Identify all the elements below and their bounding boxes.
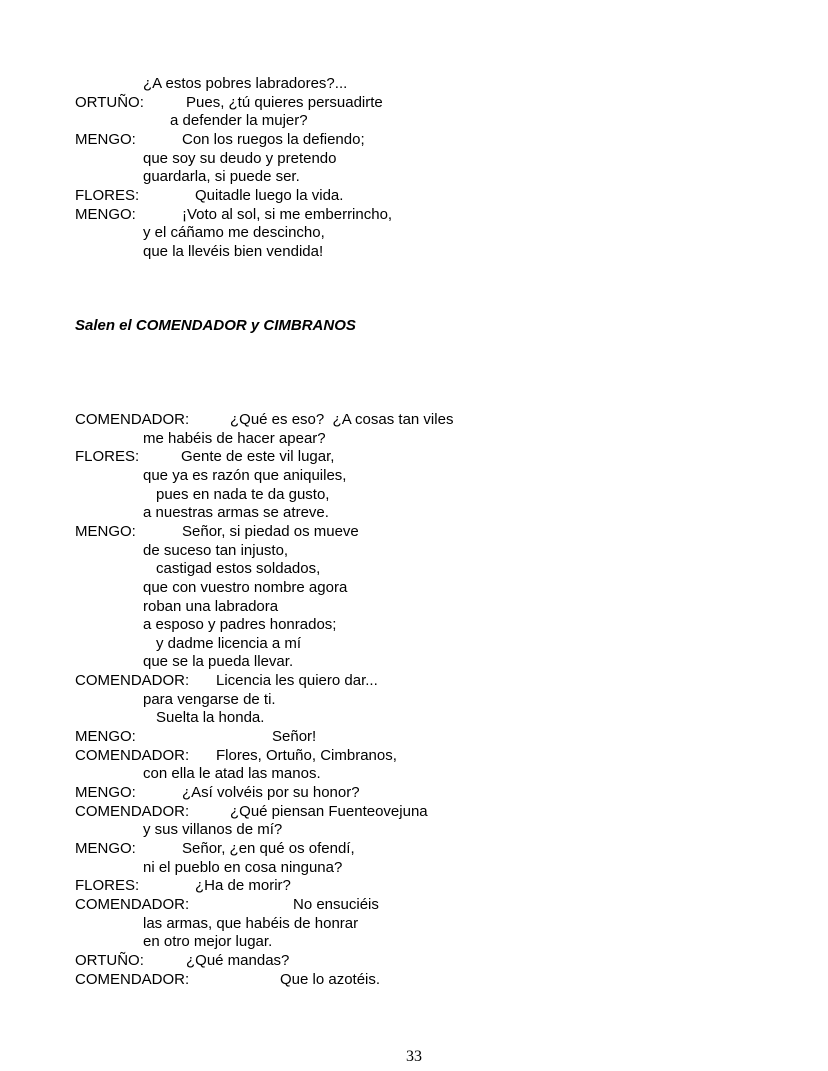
verse-text: Quitadle luego la vida. — [195, 186, 344, 204]
verse-text: ¡Voto al sol, si me emberrincho, — [182, 205, 393, 223]
verse-text: que con vuestro nombre agora — [143, 578, 348, 596]
verse-text: y dadme licencia a mí — [156, 634, 302, 652]
verse-text: pues en nada te da gusto, — [156, 485, 330, 503]
speaker-name: MENGO: — [75, 839, 136, 857]
verse-text: ¿Qué es eso? ¿A cosas tan viles — [230, 411, 454, 428]
verse-text: ¿Así volvéis por su honor? — [182, 784, 360, 801]
verse-text: Con los ruegos la defiendo; — [182, 130, 365, 148]
speaker-name: MENGO: — [75, 728, 136, 746]
verse-text: castigad estos soldados, — [156, 560, 321, 578]
verse-text: Pues, ¿tú quieres persuadirte — [186, 93, 383, 111]
speaker-name: ORTUÑO: — [75, 951, 144, 969]
verse-text: Que lo azotéis. — [280, 970, 381, 988]
verse-text: ¿Qué piensan Fuenteovejuna — [230, 802, 428, 820]
speaker-name: COMENDADOR: — [75, 970, 190, 988]
speaker-name: MENGO: — [75, 784, 136, 801]
speaker-name: MENGO: — [75, 205, 136, 223]
verse-text: que la llevéis bien vendida! — [143, 242, 324, 260]
verse-text: a esposo y padres honrados; — [143, 616, 337, 634]
speaker-name: COMENDADOR: — [75, 411, 190, 428]
speaker-name: MENGO: — [75, 130, 136, 148]
verse-text: a nuestras armas se atreve. — [143, 504, 329, 522]
page-number: 33 — [406, 1048, 422, 1065]
verse-text: de suceso tan injusto, — [143, 541, 289, 559]
verse-text: No ensuciéis — [293, 895, 379, 913]
verse-text: Señor, ¿en qué os ofendí, — [182, 839, 355, 857]
verse-text: Licencia les quiero dar... — [216, 672, 378, 690]
verse-text: con ella le atad las manos. — [143, 765, 321, 783]
speaker-name: COMENDADOR: — [75, 895, 190, 913]
speaker-name: ORTUÑO: — [75, 93, 144, 111]
verse-text: Señor, si piedad os mueve — [182, 522, 359, 540]
verse-text: que ya es razón que aniquiles, — [143, 466, 347, 484]
verse-text: ¿Qué mandas? — [186, 951, 290, 969]
verse-text: roban una labradora — [143, 597, 279, 615]
verse-text: que soy su deudo y pretendo — [143, 149, 337, 167]
verse-text: ¿Ha de morir? — [195, 877, 291, 895]
verse-text: Señor! — [272, 728, 317, 746]
verse-text: que se la pueda llevar. — [143, 653, 294, 671]
verse-text: ¿A estos pobres labradores?... — [143, 75, 348, 92]
verse-text: las armas, que habéis de honrar — [143, 914, 359, 932]
verse-text: para vengarse de ti. — [143, 690, 276, 708]
speaker-name: FLORES: — [75, 186, 140, 204]
verse-text: y sus villanos de mí? — [143, 821, 283, 839]
speaker-name: COMENDADOR: — [75, 672, 190, 690]
speaker-name: FLORES: — [75, 877, 140, 895]
verse-text: guardarla, si puede ser. — [143, 168, 300, 186]
speaker-name: COMENDADOR: — [75, 746, 190, 764]
verse-text: Gente de este vil lugar, — [181, 448, 335, 466]
verse-text: Flores, Ortuño, Cimbranos, — [216, 746, 397, 764]
speaker-name: FLORES: — [75, 448, 140, 466]
verse-text: me habéis de hacer apear? — [143, 429, 326, 447]
verse-text: en otro mejor lugar. — [143, 933, 273, 951]
speaker-name: COMENDADOR: — [75, 802, 190, 820]
verse-text: ni el pueblo en cosa ninguna? — [143, 858, 343, 876]
verse-text: y el cáñamo me descincho, — [143, 224, 325, 242]
stage-direction: Salen el COMENDADOR y CIMBRANOS — [75, 317, 356, 334]
verse-text: a defender la mujer? — [170, 112, 308, 130]
speaker-name: MENGO: — [75, 522, 136, 540]
verse-text: Suelta la honda. — [156, 709, 265, 727]
